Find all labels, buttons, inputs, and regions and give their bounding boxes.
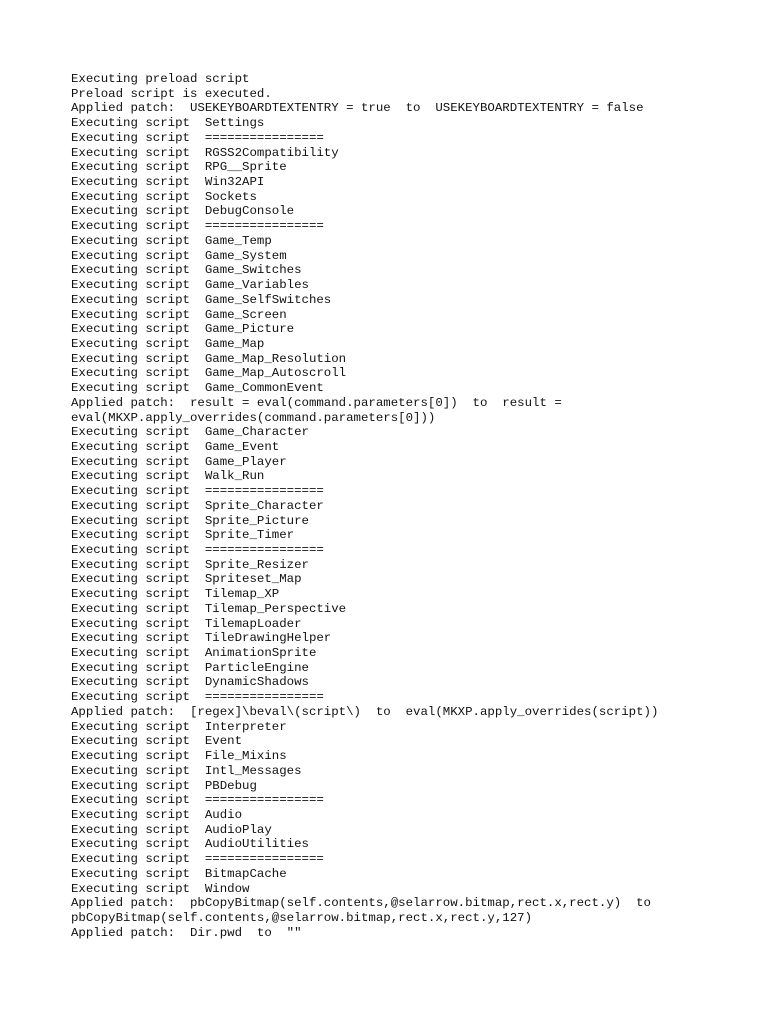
log-line: eval(MKXP.apply_overrides(command.parameters[0])) xyxy=(71,410,436,425)
log-line: Executing script ================ xyxy=(71,484,324,499)
log-line: Executing script Game_Map_Autoscroll xyxy=(71,366,347,381)
log-line: Executing script Intl_Messages xyxy=(71,763,302,778)
log-line: Executing script Sockets xyxy=(71,189,257,204)
log-line: Executing script Sprite_Resizer xyxy=(71,557,309,572)
log-line: Executing script PBDebug xyxy=(71,778,257,793)
log-line: Executing preload script xyxy=(71,72,250,86)
log-line: Executing script ParticleEngine xyxy=(71,660,309,675)
log-line: Executing script DebugConsole xyxy=(71,204,295,219)
log-line: Executing script Game_Event xyxy=(71,439,280,454)
log-line: Executing script TileDrawingHelper xyxy=(71,631,332,646)
console-log-output xyxy=(71,72,751,940)
log-line: Preload script is executed. xyxy=(71,86,272,101)
log-line: Executing script Sprite_Picture xyxy=(71,513,309,528)
log-line: Executing script Sprite_Timer xyxy=(71,528,295,543)
log-line: Executing script TilemapLoader xyxy=(71,616,302,631)
log-line: Applied patch: USEKEYBOARDTEXTENTRY = true to USEKEYBOARDTEXTENTRY = false xyxy=(71,101,644,116)
log-line: Executing script DynamicShadows xyxy=(71,675,309,690)
log-line: Executing script Game_Picture xyxy=(71,322,295,337)
log-line: Executing script Game_Character xyxy=(71,425,309,440)
log-line: pbCopyBitmap(self.contents,@selarrow.bitmap,rect.x,rect.y,127) xyxy=(71,910,533,925)
log-line: Applied patch: Dir.pwd to "" xyxy=(71,925,302,940)
log-line: Executing script Tilemap_XP xyxy=(71,587,280,602)
log-line: Executing script Game_System xyxy=(71,248,287,263)
log-line: Executing script ================ xyxy=(71,543,324,557)
log-line: Executing script Audio xyxy=(71,807,243,822)
log-line: Executing script ================ xyxy=(71,793,324,808)
log-line: Executing script Walk_Run xyxy=(71,469,265,484)
log-line: Executing script Win32API xyxy=(71,175,265,190)
log-line: Executing script Settings xyxy=(71,116,265,131)
log-line: Executing script Game_Screen xyxy=(71,307,287,322)
log-line: Executing script Game_SelfSwitches xyxy=(71,292,332,307)
log-line: Applied patch: result = eval(command.parameters[0]) to result = xyxy=(71,395,562,410)
log-line: Executing script File_Mixins xyxy=(71,749,287,764)
log-line: Executing script ================ xyxy=(71,852,324,867)
log-line: Applied patch: [regex]\beval\(script\) to eval(MKXP.apply_overrides(script)) xyxy=(71,704,659,719)
log-line: Executing script RPG__Sprite xyxy=(71,160,287,175)
log-line: Executing script Game_Variables xyxy=(71,278,309,293)
log-line: Executing script AnimationSprite xyxy=(71,646,317,661)
log-line: Executing script Interpreter xyxy=(71,719,287,734)
log-line: Executing script Spriteset_Map xyxy=(71,572,302,587)
log-line: Executing script Game_Map xyxy=(71,336,265,351)
log-line: Executing script BitmapCache xyxy=(71,866,287,881)
log-line: Executing script Window xyxy=(71,881,250,896)
log-line: Executing script Game_CommonEvent xyxy=(71,381,324,396)
log-line: Executing script AudioPlay xyxy=(71,822,272,837)
log-line: Executing script ================ xyxy=(71,690,324,705)
log-line: Executing script ================ xyxy=(71,130,324,145)
log-line: Executing script Event xyxy=(71,734,243,749)
log-line: Executing script Sprite_Character xyxy=(71,498,324,513)
log-line: Executing script Game_Player xyxy=(71,454,287,469)
log-line: Executing script RGSS2Compatibility xyxy=(71,145,339,160)
log-line: Executing script Tilemap_Perspective xyxy=(71,601,347,616)
log-line: Applied patch: pbCopyBitmap(self.contents,@selarrow.bitmap,rect.x,rect.y) to xyxy=(71,896,651,911)
log-line: Executing script Game_Temp xyxy=(71,233,272,248)
log-line: Executing script ================ xyxy=(71,219,324,234)
log-line: Executing script Game_Map_Resolution xyxy=(71,351,347,366)
log-line: Executing script AudioUtilities xyxy=(71,837,309,852)
log-line: Executing script Game_Switches xyxy=(71,263,302,278)
